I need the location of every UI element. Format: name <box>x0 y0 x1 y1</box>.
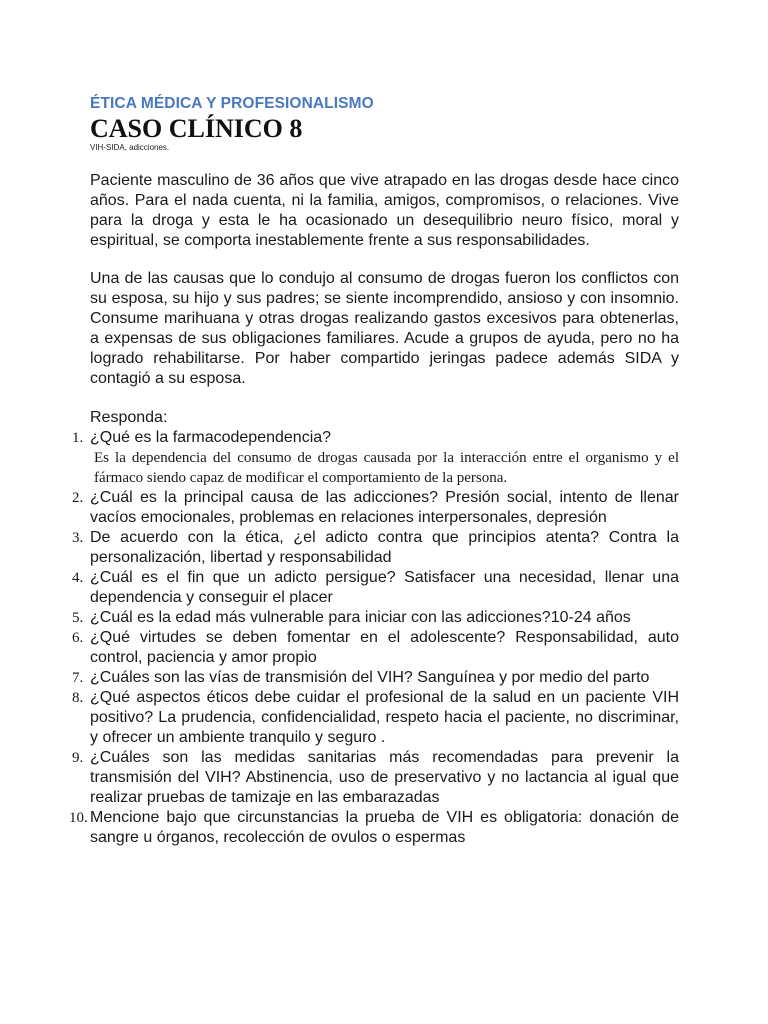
question-number: 7. <box>72 670 84 686</box>
question-item <box>72 668 679 688</box>
question-number: 1. <box>72 430 84 446</box>
question-text: Mencione bajo que circunstancias la prueba de VIH es obligatoria: donación de sangre u órganos, recolección de ovulos o espermas <box>90 809 679 846</box>
question-number: 8. <box>72 690 84 706</box>
case-title: CASO CLÍNICO 8 <box>90 114 303 143</box>
question-item <box>72 488 679 528</box>
question-text: ¿Cuál es la edad más vulnerable para iniciar con las adicciones?10-24 años <box>90 609 631 626</box>
question-number: 4. <box>72 570 84 586</box>
question-item <box>69 808 679 848</box>
question-text: ¿Qué es la farmacodependencia? <box>90 429 332 446</box>
question-text: ¿Cuál es la principal causa de las adicciones? Presión social, intento de llenar vacíos emocionales, problemas en relaciones interpersonales, depresión <box>90 489 679 526</box>
case-subtitle: VIH-SIDA, adicciones. <box>90 143 170 152</box>
answer-text: Es la dependencia del consumo de drogas causada por la interacción entre el organismo y el fármaco siendo capaz de modificar el comportamiento de la persona. <box>94 450 679 486</box>
question-number: 3. <box>72 530 84 546</box>
questions-intro: Responda: <box>90 409 168 426</box>
question-number: 6. <box>72 630 84 646</box>
question-item <box>72 428 679 488</box>
question-item <box>72 748 679 808</box>
question-text: ¿Cuáles son las medidas sanitarias más recomendadas para prevenir la transmisión del VIH? Abstinencia, uso de preservativo y no lactancia al igual que realizar pruebas de tamizaje en las embarazadas <box>90 749 679 806</box>
question-text: ¿Qué virtudes se deben fomentar en el adolescente? Responsabilidad, auto control, paciencia y amor propio <box>90 629 679 666</box>
question-item <box>72 528 679 568</box>
question-item <box>72 608 679 628</box>
question-number: 5. <box>72 610 84 626</box>
question-list <box>69 428 679 848</box>
question-number: 2. <box>72 490 84 506</box>
question-item <box>72 688 679 748</box>
case-paragraph: Paciente masculino de 36 años que vive atrapado en las drogas desde hace cinco años. Para el nada cuenta, ni la familia, amigos, compromisos, o relaciones. Vive para la droga y esta le ha ocasionado un desequilibrio neuro físico, moral y espiritual, se comporta inestablemente frente a sus responsabilidades. <box>90 172 679 249</box>
course-heading: ÉTICA MÉDICA Y PROFESIONALISMO <box>90 95 374 112</box>
question-text: ¿Qué aspectos éticos debe cuidar el profesional de la salud en un paciente VIH positivo? La prudencia, confidencialidad, respeto hacia el paciente, no discriminar, y ofrecer un ambiente tranquilo y seguro . <box>90 689 679 746</box>
case-paragraph: Una de las causas que lo condujo al consumo de drogas fueron los conflictos con su esposa, su hijo y sus padres; se siente incomprendido, ansioso y con insomnio. Consume marihuana y otras drogas realizando gastos excesivos para obtenerlas, a expensas de sus obligaciones familiares. Acude a grupos de ayuda, pero no ha logrado rehabilitarse. Por haber compartido jeringas padece además SIDA y contagió a su esposa. <box>90 270 679 387</box>
question-text: ¿Cuál es el fin que un adicto persigue? Satisfacer una necesidad, llenar una dependencia y conseguir el placer <box>90 569 679 606</box>
question-text: ¿Cuáles son las vías de transmisión del VIH? Sanguínea y por medio del parto <box>90 669 650 686</box>
question-text: De acuerdo con la ética, ¿el adicto contra que principios atenta? Contra la personalización, libertad y responsabilidad <box>90 529 679 566</box>
question-number: 9. <box>72 750 84 766</box>
question-number: 10. <box>69 810 88 826</box>
question-item <box>72 628 679 668</box>
question-item <box>72 568 679 608</box>
